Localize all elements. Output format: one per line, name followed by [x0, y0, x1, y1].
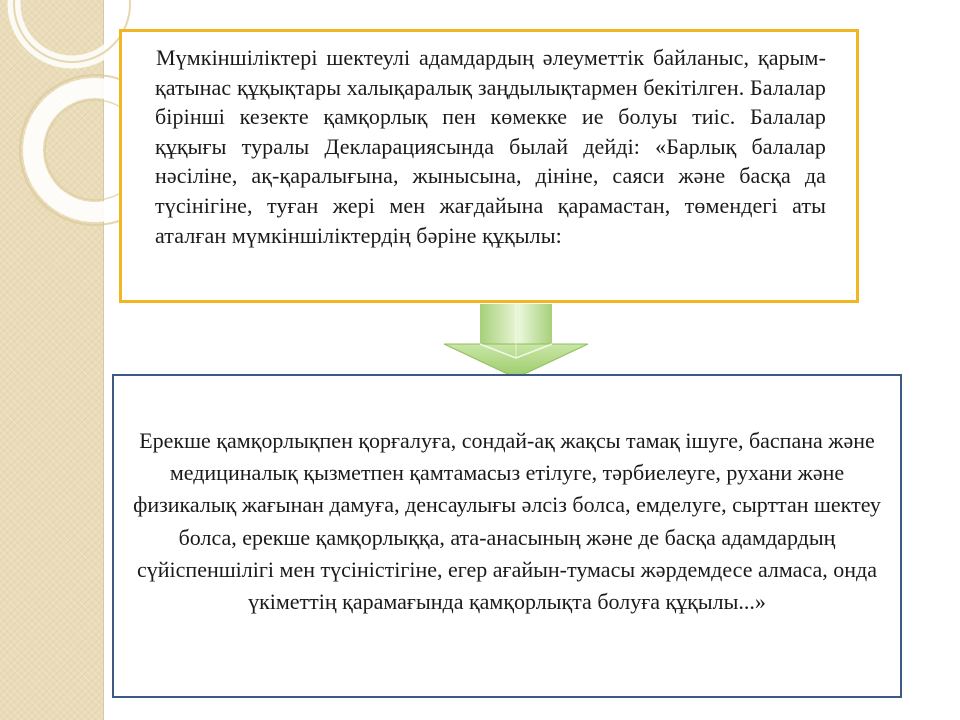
rights-list-text: Ерекше қамқорлықпен қорғалуға, сондай-ақ жақсы тамақ ішуге, баспана және медициналық қызметпен қамтамасыз етілуге, тәрбиелеуге, рухани және физикалық жағынан дамуға, денсаулығы әлсіз болса, емделуге, сырттан шектеу болса, ерекше қамқорлыққа, ата-анасының және де басқа адамдардың сүйіспеншілігі мен түсіністігіне, егер ағайын-тумасы жәрдемдесе алмаса, онда үкіметтің қарамағында қамқорлықта болуға құқылы...» — [133, 428, 881, 615]
decorative-side-strip — [0, 0, 104, 720]
declaration-intro-box — [119, 29, 859, 303]
rights-list-box — [112, 374, 902, 698]
down-arrow-icon — [440, 304, 592, 380]
declaration-intro-text: Мүмкіншіліктері шектеулі адамдардың әлеуметтік байланыс, қарым-қатынас құқықтары халықаралық заңдылықтармен бекітілген. Балалар бірінші кезекте қамқорлық пен көмекке ие болуы тиіс. Балалар құқығы туралы Декларациясында былай дейді: «Барлық балалар нәсіліне, ақ-қаралығына, жынысына, дініне, саяси және басқа да түсінігіне, туған жері мен жағдайына қарамастан, төмендегі аты аталған мүмкіншіліктердің бәріне құқылы: — [155, 45, 826, 248]
